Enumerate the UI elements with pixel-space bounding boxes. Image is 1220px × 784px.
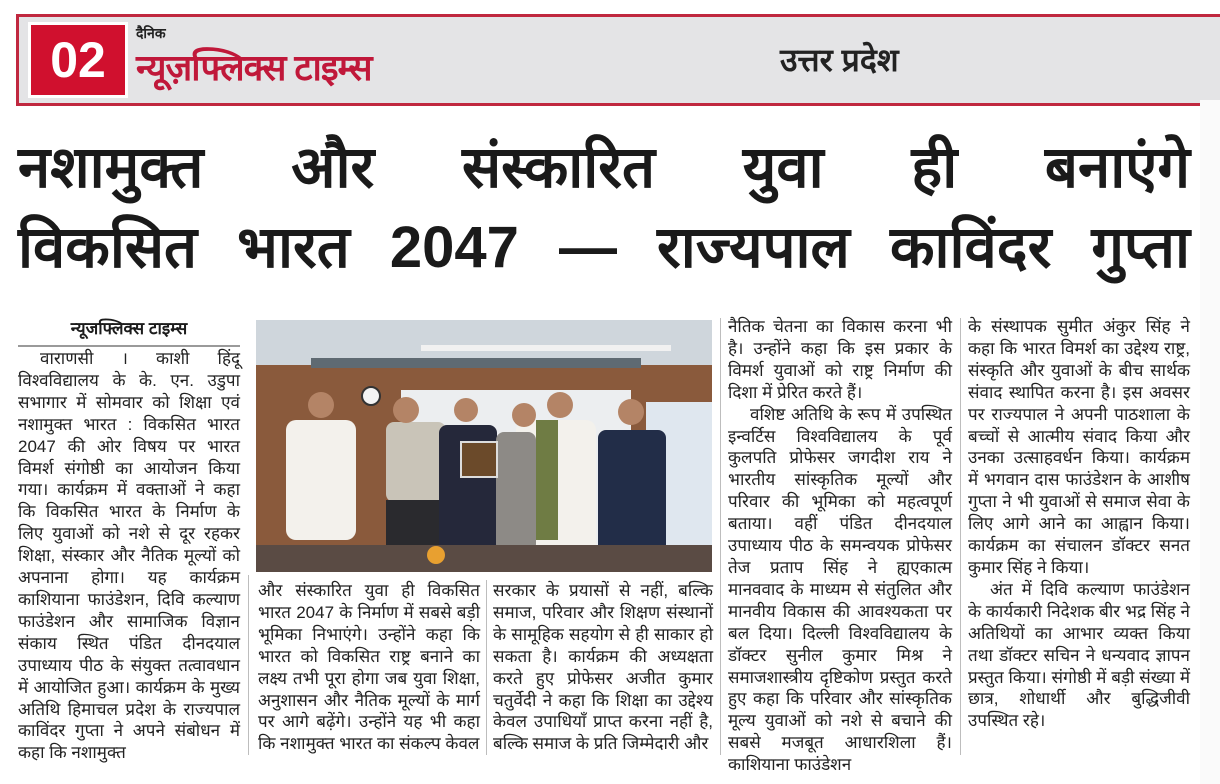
byline: न्यूजफ्लिक्स टाइम्स bbox=[18, 316, 240, 347]
column-divider bbox=[248, 575, 249, 755]
paragraph: और संस्कारित युवा ही विकसित भारत 2047 के निर्माण में सबसे बड़ी भूमिका निभाएंगे। उन्होंने कहा कि भारत को विकसित राष्ट्र बनाने का लक्ष्य तभी पूरा होगा जब युवा शिक्षा, अनुशासन और नैतिक मूल्यों के मार्ग पर आगे बढ़ेंगे। उन्होंने यह भी कहा कि नशामुक्त भारत का संकल्प केवल bbox=[258, 581, 480, 754]
paragraph: के संस्थापक सुमीत अंकुर सिंह ने कहा कि भारत विमर्श का उद्देश्य राष्ट्र, संस्कृति और युवाओं के बीच सार्थक संवाद स्थापित करना है। इस अवसर पर राज्यपाल ने अपनी पाठशाला के बच्चों से आत्मीय संवाद किया और उनका उत्साहवर्धन किया। कार्यक्रम में भगवान दास फाउंडेशन के आशीष गुप्ता ने भी युवाओं से समाज सेवा के लिए आगे आने का आह्वान किया। कार्यक्रम का संचालन डॉक्टर सनत कुमार सिंह ने किया। bbox=[968, 317, 1190, 577]
article-column-4 bbox=[728, 316, 952, 776]
page-number: 02 bbox=[28, 22, 128, 98]
article-column-3 bbox=[493, 580, 713, 755]
paragraph: वाराणसी । काशी हिंदू विश्वविद्यालय के के. एन. उडुपा सभागार में सोमवार को शिक्षा एवं नशामुक्त भारत : विकसित भारत 2047 की ओर विषय पर भारत विमर्श संगोष्ठी का आयोजन किया गया। कार्यक्रम में वक्ताओं ने कहा कि विकसित भारत के निर्माण के लिए युवाओं को नशे से दूर रहकर शिक्षा, संस्कार और नैतिक मूल्यों को अपनाना होगा। यह कार्यक्रम काशियाना फाउंडेशन, दिवि कल्याण फाउंडेशन और सामाजिक विज्ञान संकाय स्थित पंडित दीनदयाल उपाध्याय पीठ के संयुक्त तत्वावधान में आयोजित हुआ। कार्यक्रम के मुख्य अतिथि हिमाचल प्रदेश के राज्यपाल काविंदर गुप्ता ने अपने संबोधन में कहा कि नशामुक्त bbox=[18, 349, 240, 763]
column-divider bbox=[720, 318, 721, 755]
daily-label: दैनिक bbox=[136, 25, 166, 41]
paragraph: वशिष्ट अतिथि के रूप में उपस्थित इन्वर्टिस विश्वविद्यालय के पूर्व कुलपति प्रोफेसर जगदीश राय ने भारतीय सांस्कृतिक मूल्यों और परिवार की भूमिका को महत्वपूर्ण बताया। वहीं पंडित दीनदयाल उपाध्याय पीठ के समन्वयक प्रोफेसर तेज प्रताप सिंह ने ह्यएकात्म मानववाद के माध्यम से संतुलित और मानवीय विकास की आवश्यकता पर बल दिया। दिल्ली विश्वविद्यालय के डॉक्टर सुनील कुमार मिश्र ने समाजशास्त्रीय दृष्टिकोण प्रस्तुत करते हुए कहा कि परिवार और सांस्कृतिक मूल्य युवाओं को नशे से बचाने की सबसे मजबूत आधारशिला हैं। काशियाना फाउंडेशन bbox=[728, 404, 952, 775]
column-divider bbox=[486, 580, 487, 755]
article-column-5 bbox=[968, 316, 1190, 732]
event-photo bbox=[256, 320, 712, 572]
headline-line-1: नशामुक्त और संस्कारित युवा ही बनाएंगे bbox=[18, 135, 1190, 200]
section-title: उत्तर प्रदेश bbox=[780, 42, 899, 78]
newspaper-logo: न्यूज़फ्लिक्स टाइम्स bbox=[136, 47, 372, 88]
paragraph: नैतिक चेतना का विकास करना भी है। उन्होंने कहा कि इस प्रकार के विमर्श युवाओं को राष्ट्र निर्माण की दिशा में प्रेरित करते हैं। bbox=[728, 317, 952, 402]
adjacent-page-edge bbox=[1200, 100, 1220, 784]
article-column-2 bbox=[258, 580, 480, 755]
paragraph: अंत में दिवि कल्याण फाउंडेशन के कार्यकारी निदेशक बीर भद्र सिंह ने अतिथियों का आभार व्यक्त किया तथा डॉक्टर सचिन ने धन्यवाद ज्ञापन प्रस्तुत किया। संगोष्ठी में बड़ी संख्या में छात्र, शोधार्थी और बुद्धिजीवी उपस्थित रहे। bbox=[968, 579, 1190, 731]
paragraph: सरकार के प्रयासों से नहीं, बल्कि समाज, परिवार और शिक्षण संस्थानों के सामूहिक सहयोग से ही साकार हो सकता है। कार्यक्रम की अध्यक्षता करते हुए प्रोफेसर अजीत कुमार चतुर्वेदी ने कहा कि शिक्षा का उद्देश्य केवल उपाधियाँ प्राप्त करना नहीं है, बल्कि समाज के प्रति जिम्मेदारी और bbox=[493, 581, 713, 754]
headline-line-2: विकसित भारत 2047 — राज्यपाल काविंदर गुप्ता bbox=[18, 215, 1190, 280]
column-divider bbox=[960, 318, 961, 755]
article-column-1 bbox=[18, 348, 240, 764]
